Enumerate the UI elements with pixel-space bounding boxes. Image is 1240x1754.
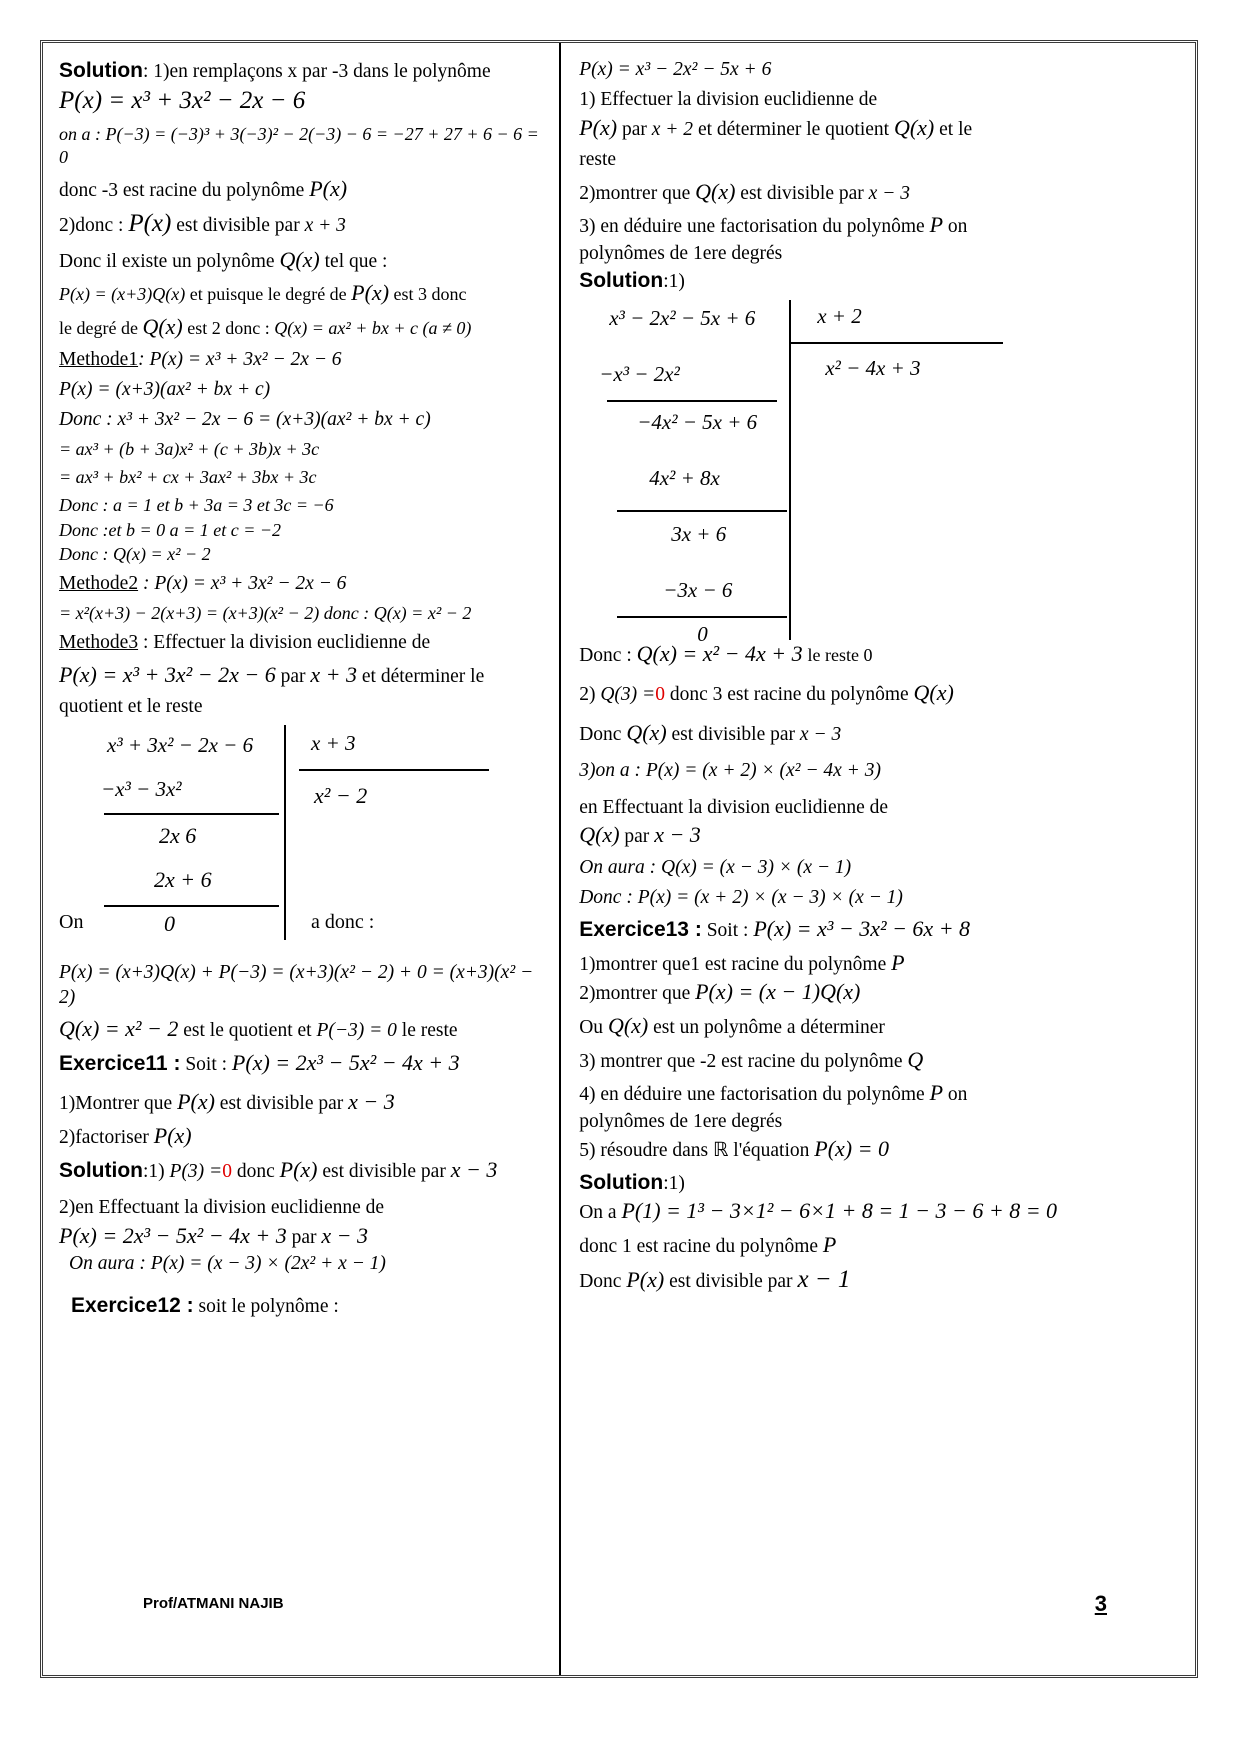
right-5-math-b: x − 3	[654, 821, 701, 847]
right-conclusion-reste: le reste 0	[807, 644, 873, 665]
methode1-formula: : P(x) = x³ + 3x² − 2x − 6	[138, 348, 342, 370]
division2-divisor: x + 2	[817, 303, 862, 328]
right-question-1-line1: 1) Effectuer la division euclidienne de	[579, 89, 878, 111]
exercice11-label: Exercice11 :	[59, 1051, 181, 1075]
right-q3-math: P	[929, 212, 944, 238]
division2-remainder: 0	[697, 621, 708, 646]
division1-divisor: x + 3	[311, 730, 356, 755]
ex13-sol-math: P(1) = 1³ − 3×1² − 6×1 + 8 = 1 − 3 − 6 + 8 = 0	[621, 1198, 1058, 1224]
ex13-q2-math: P(x) = (x − 1)Q(x)	[695, 979, 861, 1005]
right-2-num: 2)	[579, 684, 596, 706]
solution-intro-text: : 1)en remplaçons x par -3 dans le polynôme	[142, 61, 491, 82]
ex13-q5-math: P	[929, 1080, 944, 1106]
degree2-text-1: le degré de	[59, 317, 138, 338]
right-question-1-line2	[579, 114, 1183, 143]
right-divisible-line	[579, 719, 1183, 748]
ex13-solution-heading	[579, 1169, 1183, 1196]
left-column	[43, 43, 561, 1675]
right-2-zero: 0	[655, 684, 665, 706]
division2-quotient-rule	[791, 342, 1003, 344]
ex11-q1-math-b: x − 3	[348, 1089, 395, 1115]
methode2-label: Methode2	[59, 573, 139, 595]
methode3-label: Methode3	[59, 632, 139, 654]
division1-quotient-rule	[299, 769, 489, 771]
ex11-solution-zero: 0	[222, 1160, 232, 1182]
ex11-step2-line1: 2)en Effectuant la division euclidienne de	[59, 1197, 385, 1219]
degree-text-1: et puisque le degré de	[189, 284, 347, 305]
methode3-statement-2: quotient et le reste	[59, 696, 203, 718]
divisibility-line	[59, 208, 547, 241]
right-quotient-conclusion	[579, 640, 1183, 669]
page-footer	[83, 1591, 1155, 1631]
ex11-q1-text-a: 1)Montrer que	[59, 1093, 173, 1115]
right-2-math: Q(3) =	[600, 684, 656, 706]
right-polynomial-definition: P(x) = x³ − 2x² − 5x + 6	[579, 59, 772, 80]
methode1-step-4: = ax³ + bx² + cx + 3ax² + 3bx + 3c	[59, 466, 317, 487]
division2-dividend: x³ − 2x² − 5x + 6	[609, 305, 756, 330]
right-2-text: donc 3 est racine du polynôme	[669, 684, 909, 706]
right-question-3	[579, 211, 1183, 240]
division1-step-2: 2x 6	[159, 822, 197, 848]
right-question-3-line2: polynômes de 1ere degrés	[579, 242, 783, 264]
right-q1-par: par	[621, 118, 647, 140]
long-division-2	[579, 300, 1183, 646]
ex13-q2-text: 2)montrer que	[579, 983, 691, 1005]
exercice11-heading	[59, 1049, 547, 1078]
right-q-factorization: On aura : Q(x) = (x − 3) × (x − 1)	[579, 856, 852, 878]
exercice12-heading	[71, 1292, 547, 1319]
division2-step-4: 3x + 6	[671, 521, 727, 546]
right-solution-label: Solution	[579, 269, 664, 293]
ex11-step2-par: par	[291, 1226, 317, 1248]
right-3-text: est divisible par	[671, 723, 796, 745]
quotient-remainder-line	[59, 1015, 547, 1044]
right-q2-text-b: est divisible par	[740, 182, 864, 204]
divisibility-math-divisor: x + 3	[304, 215, 346, 237]
exercice12-label: Exercice12 :	[71, 1294, 194, 1318]
degree2-math-form: Q(x) = ax² + bx + c (a ≠ 0)	[274, 317, 472, 338]
methode3-text: : Effectuer la division euclidienne de	[138, 632, 431, 654]
right-q1-text-quotient: et déterminer le quotient	[697, 118, 890, 140]
exercice11-question-2	[59, 1122, 547, 1151]
divisibility-prefix: 2)donc :	[59, 215, 124, 237]
ex13-sol-math2: P	[822, 1231, 837, 1257]
right-solution-heading	[579, 267, 1183, 294]
ex11-solution-math-b: P(x)	[279, 1156, 318, 1182]
ex13-question-5-line2: polynômes de 1ere degrés	[579, 1110, 783, 1132]
existence-math-q: Q(x)	[279, 246, 320, 272]
right-3-donc: Donc	[579, 723, 622, 745]
ex11-q2-text: 2)factoriser	[59, 1126, 149, 1148]
root-statement-math: P(x)	[309, 175, 348, 201]
right-conclusion-donc: Donc :	[579, 644, 632, 666]
ex13-question-3	[579, 1012, 1183, 1041]
division2-quotient: x² − 4x + 3	[825, 355, 921, 380]
right-q3-text-b: on	[947, 216, 968, 238]
ex13-q4-math: Q	[907, 1046, 924, 1072]
ex13-q5-text-b: on	[947, 1084, 968, 1106]
methode1-step-3: = ax³ + (b + 3a)x² + (c + 3b)x + 3c	[59, 438, 320, 459]
division2-step-1: −x³ − 2x²	[599, 361, 680, 386]
polynomial-p-definition: P(x) = x³ + 3x² − 2x − 6	[59, 87, 306, 115]
degree2-math-q: Q(x)	[142, 313, 183, 339]
ex11-step2-result: On aura : P(x) = (x − 3) × (2x² + x − 1)	[69, 1253, 386, 1275]
right-2-math-b: Q(x)	[913, 680, 954, 706]
ex13-q3-math: Q(x)	[607, 1013, 649, 1039]
degree-line-1	[59, 279, 547, 308]
ex11-solution-label: Solution	[59, 1158, 143, 1182]
quotient-text: est le quotient et	[183, 1020, 312, 1042]
ex13-q6-text-b: l'équation	[733, 1140, 810, 1162]
ex11-step2-math-b: x − 3	[321, 1222, 369, 1248]
methode3-text-determiner: et déterminer le	[361, 665, 485, 687]
right-5-par: par	[624, 825, 650, 847]
quotient-math: Q(x) = x² − 2	[59, 1016, 179, 1042]
ex13-q6-text-a: 5) résoudre dans	[579, 1140, 709, 1162]
degree-math-2: P(x)	[351, 280, 390, 306]
right-division-q-line2	[579, 821, 1183, 850]
methode1-heading	[59, 347, 547, 372]
real-numbers-symbol: ℝ	[712, 1140, 729, 1162]
division1-suffix-word: a donc :	[311, 910, 375, 933]
exercice11-formula: P(x) = 2x³ − 5x² − 4x + 3	[231, 1049, 460, 1075]
root-statement-text: donc -3 est racine du polynôme	[59, 179, 305, 201]
ex13-q3-text-a: Ou	[579, 1017, 604, 1039]
ex13-question-5	[579, 1079, 1183, 1108]
right-3-math: Q(x)	[626, 719, 667, 745]
division1-dividend: x³ + 3x² − 2x − 6	[107, 732, 254, 757]
ex11-solution-text-b: donc	[236, 1160, 275, 1182]
right-question-1-line3: reste	[579, 149, 617, 171]
exercice13-label: Exercice13 :	[579, 918, 702, 942]
divisibility-math-p: P(x)	[128, 210, 172, 238]
author-credit: Prof/ATMANI NAJIB	[143, 1595, 284, 1612]
long-division-1	[59, 725, 547, 940]
page-number: 3	[1094, 1591, 1107, 1616]
ex13-sol-donc: Donc	[579, 1271, 622, 1293]
division2-step-5: −3x − 6	[663, 577, 733, 602]
right-q3-text-a: 3) en déduire une factorisation du polynôme	[579, 216, 925, 238]
exercice11-solution-line	[59, 1156, 547, 1185]
ex11-solution-math-c: x − 3	[450, 1156, 498, 1182]
right-q1-math-p: P(x)	[579, 114, 618, 140]
methode3-math-p: P(x) = x³ + 3x² − 2x − 6	[59, 661, 276, 687]
methode1-step-1: P(x) = (x+3)(ax² + bx + c)	[59, 378, 271, 400]
right-q1-text-et: et le	[939, 118, 973, 140]
ex13-solution-label: Solution	[579, 1170, 664, 1194]
right-q1-math-divisor: x + 2	[651, 118, 694, 140]
ex11-step2-math: P(x) = 2x³ − 5x² − 4x + 3	[59, 1222, 287, 1248]
existence-suffix: tel que :	[324, 250, 388, 272]
ex13-sol-math3b: x − 1	[797, 1266, 851, 1294]
evaluation-at-minus-3: on a : P(−3) = (−3)³ + 3(−3)² − 2(−3) − 6 = −27 + 27 + 6 − 6 = 0	[59, 123, 539, 168]
methode1-result-q: Donc : Q(x) = x² − 2	[59, 544, 211, 565]
existence-line	[59, 246, 547, 275]
ex13-q5-text-a: 4) en déduire une factorisation du polynôme	[579, 1084, 925, 1106]
ex11-solution-text-c: est divisible par	[322, 1160, 446, 1182]
ex13-solution-line2	[579, 1231, 1183, 1260]
exercice12-text: soit le polynôme :	[198, 1296, 339, 1318]
methode1-solved-coefficients: Donc :et b = 0 a = 1 et c = −2	[59, 519, 282, 540]
division2-rule-2	[617, 510, 787, 512]
division2-rule-1	[607, 400, 777, 402]
right-column	[561, 43, 1195, 1675]
ex11-solution-math-a: P(3) =	[169, 1160, 223, 1182]
ex13-solution-line3	[579, 1264, 1183, 1297]
ex13-sol-text3: est divisible par	[669, 1271, 793, 1293]
right-question3-answer: 3)on a : P(x) = (x + 2) × (x² − 4x + 3)	[579, 760, 881, 782]
right-conclusion-math: Q(x) = x² − 4x + 3	[636, 640, 803, 666]
ex13-question-1	[579, 949, 1183, 978]
ex13-solution-line1	[579, 1197, 1183, 1226]
ex13-solution-num: :1)	[663, 1172, 685, 1194]
division1-vertical-bar	[284, 725, 286, 940]
right-q2-text-a: 2)montrer que	[579, 182, 691, 204]
ex11-step2-line2	[59, 1222, 547, 1251]
methode2-factorization: = x²(x+3) − 2(x+3) = (x+3)(x² − 2) donc : Q(x) = x² − 2	[59, 602, 472, 623]
degree2-text-2: est 2 donc :	[187, 317, 270, 338]
methode1-coefficients: Donc : a = 1 et b + 3a = 3 et 3c = −6	[59, 495, 334, 516]
ex13-sol-ona: On a	[579, 1202, 617, 1224]
ex13-q1-math: P	[891, 949, 905, 975]
remainder-text: le reste	[401, 1020, 458, 1042]
degree-text-2: est 3 donc	[393, 284, 467, 305]
division2-vertical-bar	[789, 300, 791, 640]
ex13-question-4	[579, 1046, 1183, 1075]
degree-line-2	[59, 313, 547, 342]
ex13-question-6	[579, 1135, 1183, 1164]
exercice13-soit: Soit :	[706, 920, 749, 942]
right-3-math-b: x − 3	[799, 723, 842, 745]
remainder-math: P(−3) = 0	[316, 1020, 397, 1042]
ex11-q1-text-b: est divisible par	[219, 1093, 344, 1115]
page-frame	[40, 40, 1198, 1678]
right-q1-math-q: Q(x)	[893, 114, 935, 140]
division1-rule-1	[104, 813, 279, 815]
division1-rule-2	[104, 905, 279, 907]
exercice11-question-1	[59, 1088, 547, 1117]
methode2-formula: : P(x) = x³ + 3x² − 2x − 6	[138, 573, 347, 595]
root-statement-line	[59, 175, 547, 204]
right-q2-math-b: x − 3	[868, 182, 910, 204]
right-solution-num: :1)	[663, 271, 685, 293]
methode1-label: Methode1	[59, 348, 139, 370]
ex11-solution-num: :1)	[142, 1160, 165, 1182]
right-question-2	[579, 178, 1183, 207]
ex11-q1-math: P(x)	[177, 1089, 215, 1115]
division1-remainder: 0	[164, 910, 175, 936]
solution-heading-1	[59, 57, 547, 84]
right-5-math-q: Q(x)	[579, 821, 620, 847]
ex13-sol-math3: P(x)	[626, 1267, 665, 1293]
division1-prefix-word: On	[59, 910, 84, 933]
division1-step-1: −x³ − 3x²	[101, 776, 182, 801]
ex13-q6-math: P(x) = 0	[814, 1136, 889, 1162]
right-p-full-factorization: Donc : P(x) = (x + 2) × (x − 3) × (x − 1)	[579, 886, 903, 908]
degree-math-1: P(x) = (x+3)Q(x)	[59, 284, 186, 305]
right-q2-math: Q(x)	[695, 178, 736, 204]
ex13-q1-text: 1)montrer que1 est racine du polynôme	[579, 953, 887, 975]
division2-step-3: 4x² + 8x	[649, 465, 720, 490]
methode3-math-divisor: x + 3	[310, 661, 358, 687]
methode3-heading	[59, 630, 547, 655]
methode3-text-par: par	[280, 665, 306, 687]
ex13-q4-text: 3) montrer que -2 est racine du polynôme	[579, 1050, 903, 1072]
division2-step-2: −4x² − 5x + 6	[637, 409, 758, 434]
ex13-q3-text-b: est un polynôme a déterminer	[653, 1017, 885, 1039]
division2-rule-3	[617, 616, 787, 618]
solution-label: Solution	[59, 59, 143, 82]
existence-prefix: Donc il existe un polynôme	[59, 250, 275, 272]
methode2-heading	[59, 571, 547, 596]
methode3-statement	[59, 661, 547, 690]
exercice13-heading	[579, 915, 1183, 944]
conclusion-identity: P(x) = (x+3)Q(x) + P(−3) = (x+3)(x² − 2) + 0 = (x+3)(x² − 2)	[59, 961, 534, 1008]
ex13-question-2	[579, 978, 1183, 1007]
division1-step-3: 2x + 6	[154, 866, 212, 892]
ex13-sol-text2: donc 1 est racine du polynôme	[579, 1235, 819, 1257]
divisibility-middle: est divisible par	[176, 215, 300, 237]
division1-quotient: x² − 2	[314, 782, 368, 808]
ex11-q2-math: P(x)	[153, 1122, 192, 1148]
exercice13-formula: P(x) = x³ − 3x² − 6x + 8	[753, 916, 971, 942]
exercice11-soit: Soit :	[185, 1053, 228, 1075]
two-column-layout	[43, 43, 1195, 1675]
methode1-step-2: Donc : x³ + 3x² − 2x − 6 = (x+3)(ax² + bx + c)	[59, 409, 431, 431]
right-division-q-line1: en Effectuant la division euclidienne de	[579, 796, 889, 818]
right-question2-answer	[579, 679, 1183, 708]
